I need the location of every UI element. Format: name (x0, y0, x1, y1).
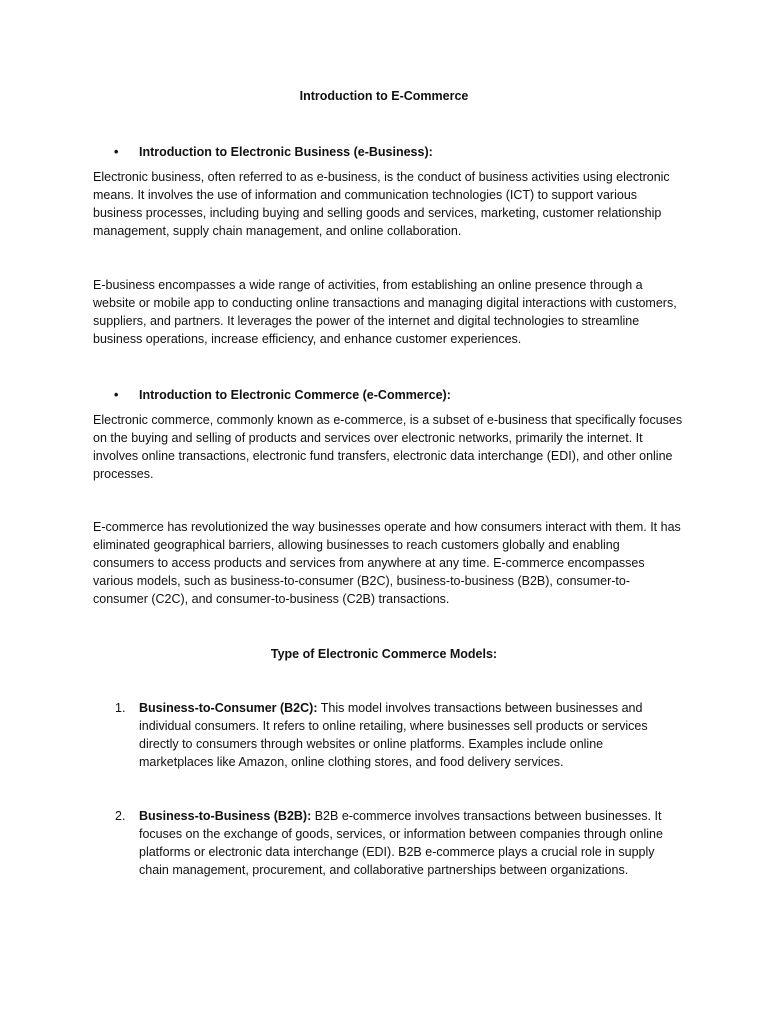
list-number: 2. (115, 809, 126, 823)
model-description: This model involves transactions between businesses and individual consumers. It refers to online retailing, where businesses sell products or services directly to consumers through websites or online platforms. Examples include online marketplaces like Amazon, online clothing stores, and food delivery services. (139, 701, 648, 769)
bullet-icon: • (114, 388, 119, 402)
model-name: Business-to-Consumer (B2C): (139, 701, 318, 715)
list-item-b2c (115, 700, 675, 772)
models-title: Type of Electronic Commerce Models: (270, 647, 498, 661)
paragraph-ebusiness-1: Electronic business, often referred to as e-business, is the conduct of business activities using electronic means. It involves the use of information and communication technologies (ICT) to support various business processes, including buying and selling goods and services, marketing, customer relationship management, supply chain management, and online collaboration. (93, 170, 670, 238)
bullet-icon: • (114, 145, 119, 159)
list-item-b2b (115, 808, 675, 880)
paragraph-ecommerce-2: E-commerce has revolutionized the way businesses operate and how consumers interact with them. It has eliminated geographical barriers, allowing businesses to reach customers globally and enabling consumers to access products and services from anywhere at any time. E-commerce encompasses various models, such as business-to-consumer (B2C), business-to-business (B2B), consumer-to-consumer (C2C), and consumer-to-business (C2B) transactions. (93, 520, 681, 606)
document-title: Introduction to E-Commerce (299, 89, 469, 103)
model-description: B2B e-commerce involves transactions between businesses. It focuses on the exchange of goods, services, or information between companies through online platforms or electronic data interchange (EDI). B2B e-commerce plays a crucial role in supply chain management, procurement, and collaborative partnerships between organizations. (139, 809, 663, 877)
section-heading-text: Introduction to Electronic Business (e-Business): (139, 145, 433, 159)
model-name: Business-to-Business (B2B): (139, 809, 312, 823)
list-number: 1. (115, 701, 126, 715)
section-heading-text: Introduction to Electronic Commerce (e-Commerce): (139, 388, 451, 402)
section-heading-ebusiness (114, 144, 433, 160)
section-heading-ecommerce (114, 387, 451, 403)
paragraph-ebusiness-2: E-business encompasses a wide range of activities, from establishing an online presence through a website or mobile app to conducting online transactions and managing digital interactions with customers, suppliers, and partners. It leverages the power of the internet and digital technologies to streamline business operations, increase efficiency, and enhance customer experiences. (93, 278, 677, 346)
paragraph-ecommerce-1: Electronic commerce, commonly known as e-commerce, is a subset of e-business that specifically focuses on the buying and selling of products and services over electronic networks, primarily the internet. It involves online transactions, electronic fund transfers, electronic data interchange (EDI), and other online processes. (93, 413, 683, 481)
